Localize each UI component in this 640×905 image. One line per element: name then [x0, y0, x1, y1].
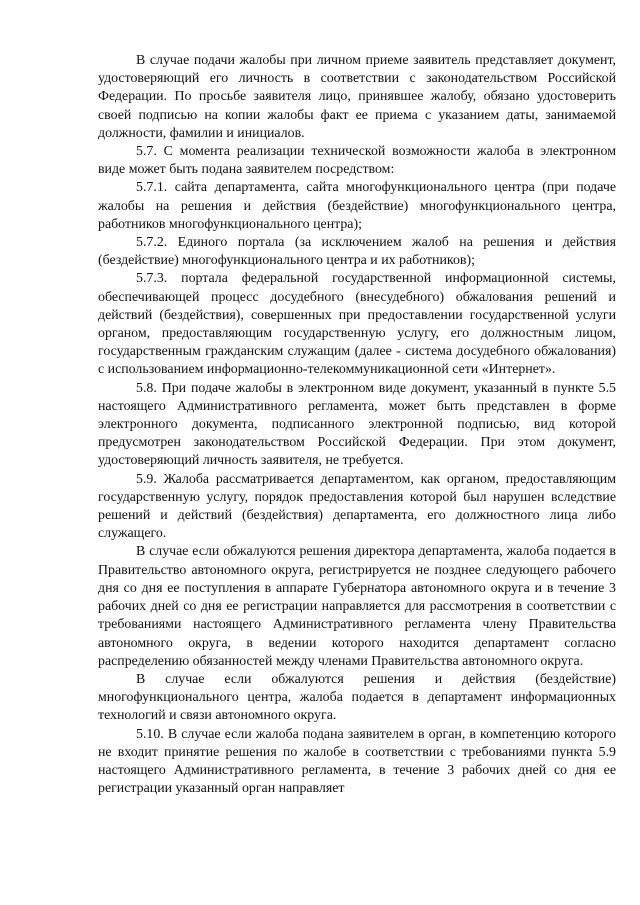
paragraph-mfc-decisions: В случае если обжалуются решения и действия (бездействие) многофункционального центра, жалоба подается в департамент информационных технологий и связи автономного округа. — [98, 671, 616, 724]
paragraph-5-7-1: 5.7.1. сайта департамента, сайта многофункционального центра (при подаче жалобы на решения и действия (бездействие) многофункционального центра, работников многофункционального центра); — [98, 180, 616, 232]
document-body — [98, 52, 616, 798]
paragraph-5-7-2: 5.7.2. Единого портала (за исключением жалоб на решения и действия (бездействие) многофункционального центра и их работников); — [98, 235, 616, 269]
paragraph-5-9: 5.9. Жалоба рассматривается департаментом, как органом, предоставляющим государственную услугу, порядок предоставления которой был нарушен вследствие решений и действий (бездействия) департамента, его должностного лица либо служащего. — [98, 471, 616, 542]
paragraph-5-7: 5.7. С момента реализации технической возможности жалоба в электронном виде может быть подана заявителем посредством: — [98, 144, 616, 178]
paragraph-5-7-3: 5.7.3. портала федеральной государственной информационной системы, обеспечивающей процесс досудебного (внесудебного) обжалования решений и действий (бездействия), совершенных при предоставлении государственной услуги органом, предоставляющим государственную услугу, его должностным лицом, государственным гражданским служащим (далее - система досудебного обжалования) с использованием информационно-телекоммуникационной сети «Интернет». — [98, 271, 616, 378]
paragraph-director-decisions: В случае если обжалуются решения директора департамента, жалоба подается в Правительство автономного округа, регистрируется не позднее следующего рабочего дня со дня ее поступления в аппарате Губернатора автономного округа и в течение 3 рабочих дней со дня ее регистрации направляется для рассмотрения в соответствии с требованиями настоящего Административного регламента члену Правительства автономного округа, в ведении которого находится департамент согласно распределению обязанностей между членами Правительства автономного округа. — [98, 544, 616, 669]
paragraph-5-8: 5.8. При подаче жалобы в электронном виде документ, указанный в пункте 5.5 настоящего Административного регламента, может быть представлен в форме электронного документа, подписанного электронной подписью, вид которой предусмотрен законодательством Российской Федерации. При этом документ, удостоверяющий личность заявителя, не требуется. — [98, 380, 616, 469]
paragraph-personal-reception: В случае подачи жалобы при личном приеме заявитель представляет документ, удостоверяющий его личность в соответствии с законодательством Российской Федерации. По просьбе заявителя лицо, принявшее жалобу, обязано удостоверить своей подписью на копии жалобы факт ее приема с указанием даты, занимаемой должности, фамилии и инициалов. — [98, 53, 616, 141]
paragraph-5-10: 5.10. В случае если жалоба подана заявителем в орган, в компетенцию которого не входит принятие решения по жалобе в соответствии с требованиями пункта 5.9 настоящего Административного регламента, в течение 3 рабочих дней со дня ее регистрации указанный орган направляет — [98, 726, 616, 797]
